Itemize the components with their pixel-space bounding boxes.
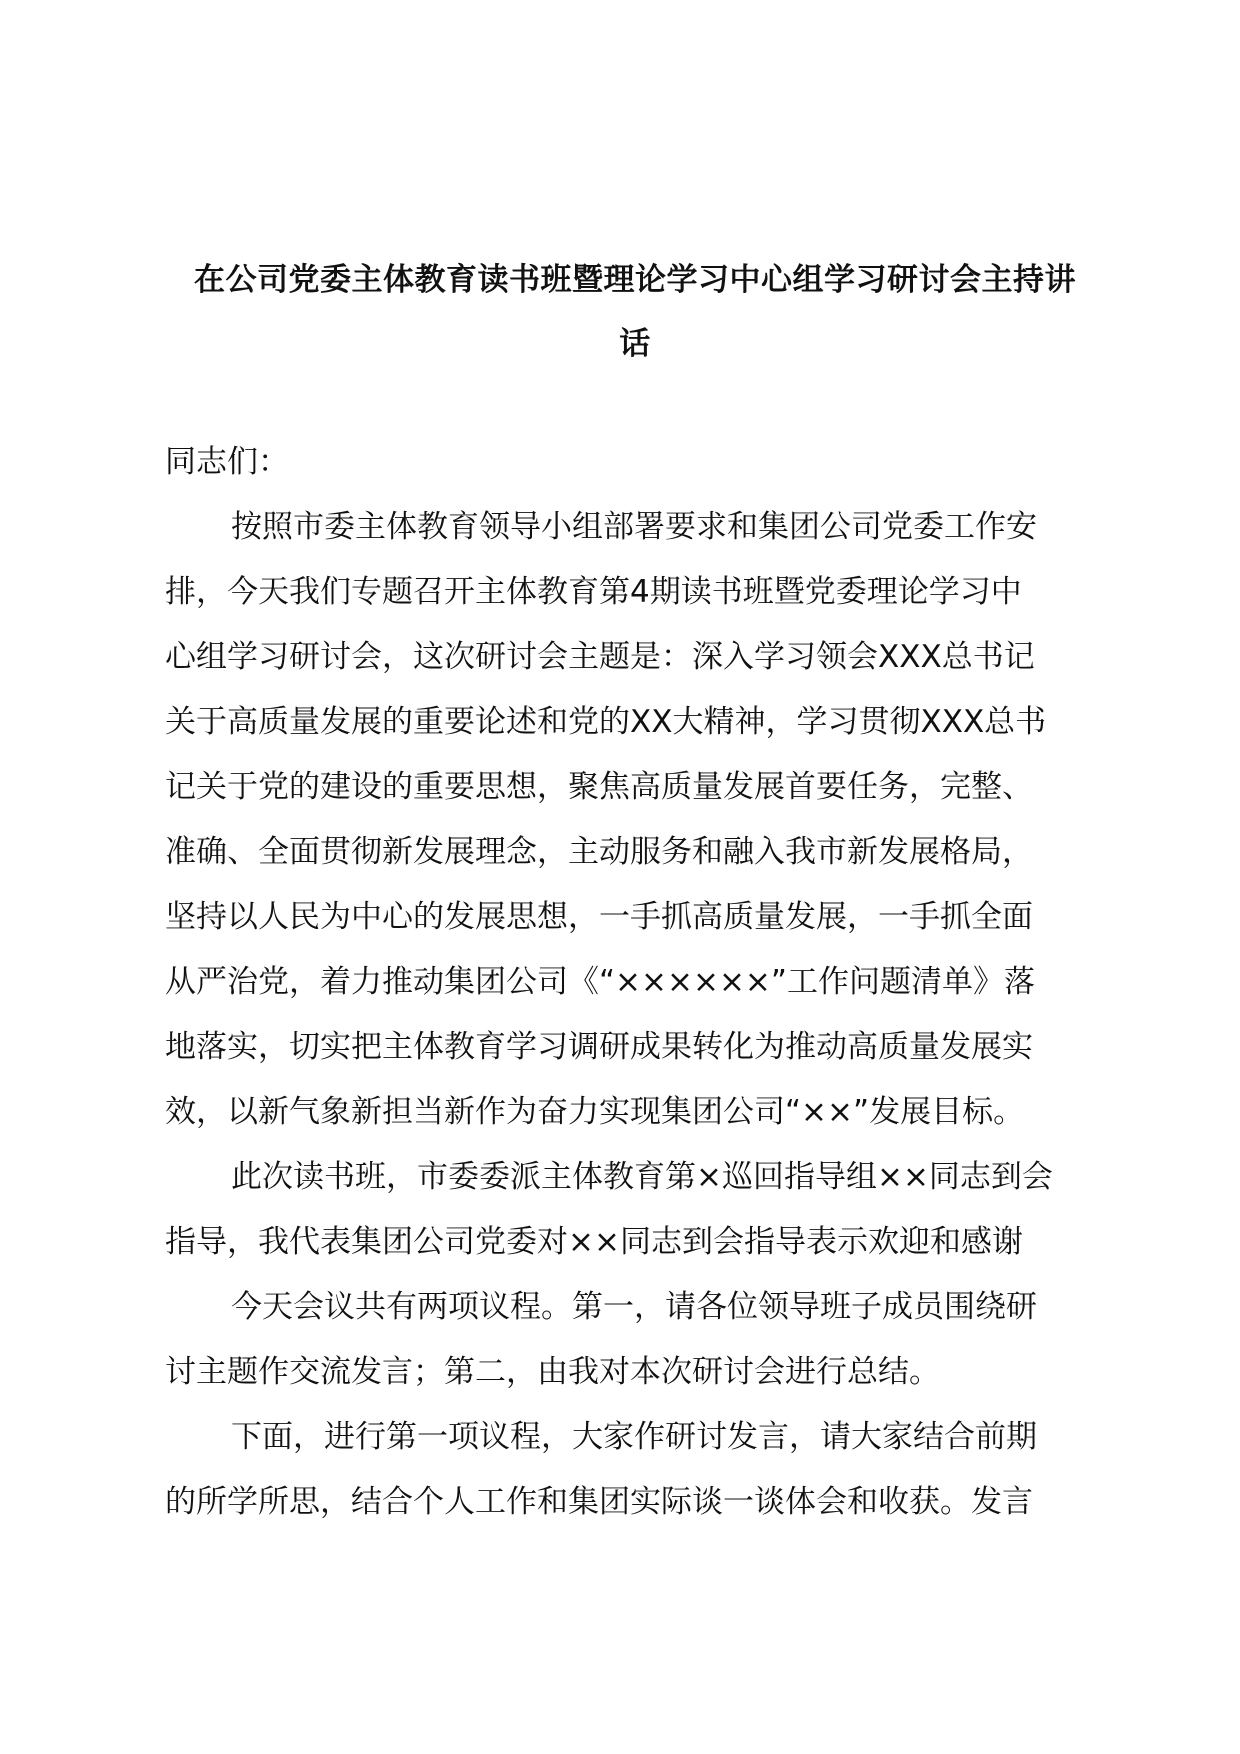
paragraph-line: 坚持以人民为中心的发展思想，一手抓高质量发展，一手抓全面: [165, 899, 1033, 935]
title-line: 在公司党委主体教育读书班暨理论学习中心组学习研讨会主持讲: [194, 262, 1076, 298]
document-body: [165, 430, 1125, 1535]
document-title: [165, 248, 1105, 376]
paragraph-line: 关于高质量发展的重要论述和党的XX大精神，学习贯彻XXX总书: [165, 704, 1047, 740]
paragraph-line: 指导，我代表集团公司党委对××同志到会指导表示欢迎和感谢: [165, 1224, 1023, 1260]
paragraph-line: 记关于党的建设的重要思想，聚焦高质量发展首要任务，完整、: [165, 769, 1033, 805]
paragraph-line: 今天会议共有两项议程。第一，请各位领导班子成员围绕研: [231, 1289, 1037, 1325]
paragraph-line: 此次读书班，市委委派主体教育第×巡回指导组××同志到会: [231, 1159, 1053, 1195]
paragraph-line: 的所学所思，结合个人工作和集团实际谈一谈体会和收获。发言: [165, 1484, 1033, 1520]
paragraph-line: 按照市委主体教育领导小组部署要求和集团公司党委工作安: [231, 509, 1037, 545]
salutation: 同志们：: [165, 444, 289, 480]
paragraph-line: 效，以新气象新担当新作为奋力实现集团公司“××”发展目标。: [165, 1094, 1025, 1130]
paragraph-line: 讨主题作交流发言；第二，由我对本次研讨会进行总结。: [165, 1354, 940, 1390]
paragraph-line: 从严治党，着力推动集团公司《“××××××”工作问题清单》落: [165, 964, 1035, 1000]
paragraph-line: 地落实，切实把主体教育学习调研成果转化为推动高质量发展实: [165, 1029, 1033, 1065]
paragraph-line: 心组学习研讨会，这次研讨会主题是：深入学习领会XXX总书记: [165, 639, 1035, 675]
paragraph-line: 准确、全面贯彻新发展理念，主动服务和融入我市新发展格局，: [165, 834, 1033, 870]
paragraph-line: 排，今天我们专题召开主体教育第4期读书班暨党委理论学习中: [165, 574, 1022, 610]
paragraph-line: 下面，进行第一项议程，大家作研讨发言，请大家结合前期: [231, 1419, 1037, 1455]
title-line: 话: [619, 326, 651, 362]
